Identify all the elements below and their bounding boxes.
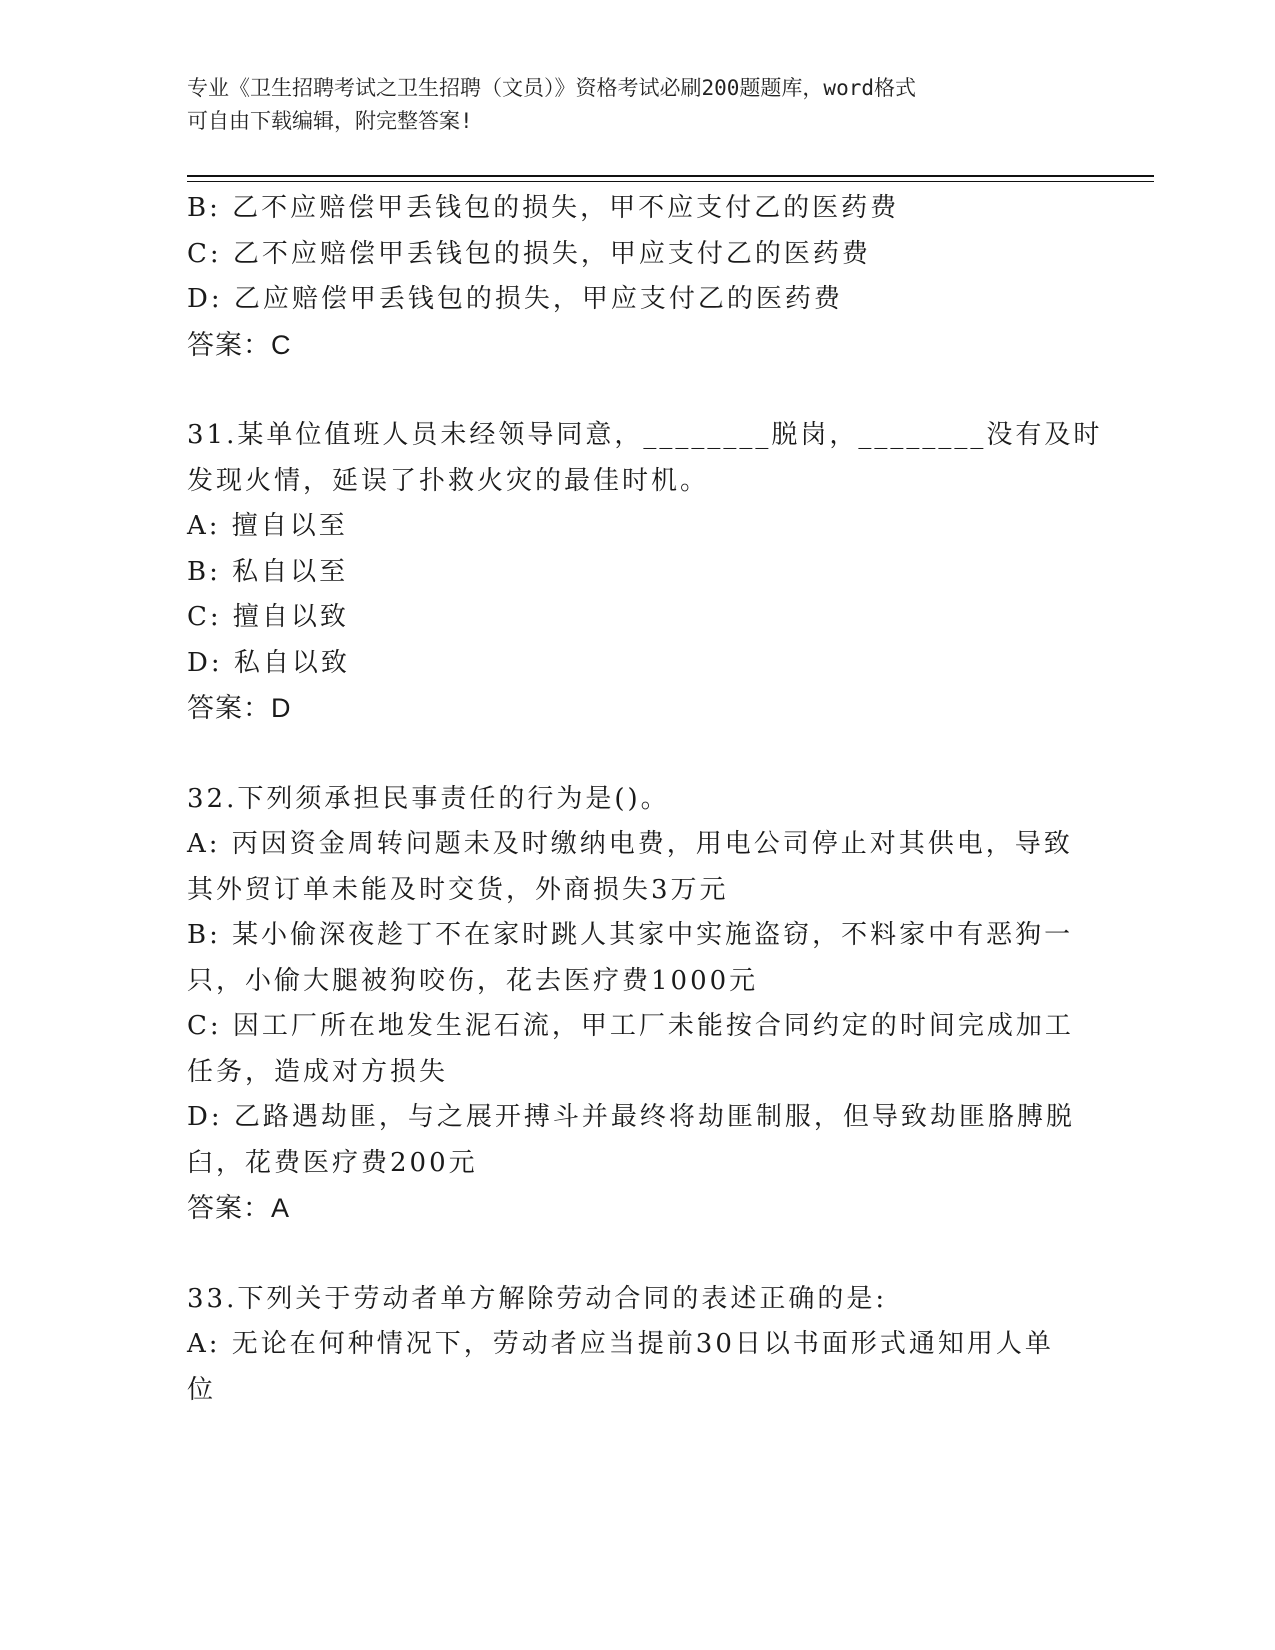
header-rule-thin bbox=[187, 181, 1154, 182]
header-line-1: 专业《卫生招聘考试之卫生招聘（文员）》资格考试必刷200题题库，word格式 bbox=[187, 76, 916, 100]
q32-option-c-line-2: 任务，造成对方损失 bbox=[187, 1056, 449, 1087]
q33-stem: 33.下列关于劳动者单方解除劳动合同的表述正确的是: bbox=[187, 1283, 888, 1314]
q30-answer: 答案：C bbox=[187, 329, 292, 360]
header-line-2: 可自由下载编辑，附完整答案! bbox=[187, 109, 473, 133]
header-rule-thick bbox=[187, 175, 1154, 177]
q31-option-b: B: 私自以至 bbox=[187, 556, 349, 587]
q33-option-a-line-1: A: 无论在何种情况下，劳动者应当提前30日以书面形式通知用人单 bbox=[187, 1329, 1054, 1359]
q32-option-b-line-1: B: 某小偷深夜趁丁不在家时跳人其家中实施盗窃，不料家中有恶狗一 bbox=[187, 920, 1074, 950]
q32-option-b-line-2: 只，小偷大腿被狗咬伤，花去医疗费1000元 bbox=[187, 965, 759, 996]
q31-option-c: C: 擅自以致 bbox=[187, 602, 349, 632]
q31-stem-line-2: 发现火情，延误了扑救火灾的最佳时机。 bbox=[187, 465, 710, 496]
q32-option-a-line-1: A: 丙因资金周转问题未及时缴纳电费，用电公司停止对其供电，导致 bbox=[187, 829, 1073, 859]
q31-answer: 答案：D bbox=[187, 693, 292, 723]
q32-option-d-line-2: 臼，花费医疗费200元 bbox=[187, 1147, 478, 1178]
question-32 bbox=[187, 777, 1087, 1232]
q32-option-a-line-2: 其外贸订单未能及时交货，外商损失3万元 bbox=[187, 874, 729, 905]
spacer bbox=[187, 732, 1087, 777]
q30-option-d: D: 乙应赔偿甲丢钱包的损失，甲应支付乙的医药费 bbox=[187, 284, 843, 314]
q32-answer: 答案：A bbox=[187, 1193, 291, 1223]
q32-option-c-line-1: C: 因工厂所在地发生泥石流，甲工厂未能按合同约定的时间完成加工 bbox=[187, 1011, 1074, 1041]
question-30-fragment bbox=[187, 186, 1087, 368]
q31-option-d: D: 私自以致 bbox=[187, 647, 350, 678]
q32-stem: 32.下列须承担民事责任的行为是()。 bbox=[187, 783, 670, 814]
spacer bbox=[187, 368, 1087, 413]
spacer bbox=[187, 1232, 1087, 1277]
document-header bbox=[187, 72, 1067, 138]
question-33 bbox=[187, 1277, 1087, 1414]
q31-option-a: A: 擅自以至 bbox=[187, 511, 348, 541]
q31-stem-line-1: 31.某单位值班人员未经领导同意，________脱岗，________没有及时 bbox=[187, 420, 1103, 450]
q30-option-b: B: 乙不应赔偿甲丢钱包的损失，甲不应支付乙的医药费 bbox=[187, 193, 900, 223]
question-content bbox=[187, 186, 1103, 1413]
q32-option-d-line-1: D: 乙路遇劫匪，与之展开搏斗并最终将劫匪制服，但导致劫匪胳膊脱 bbox=[187, 1102, 1075, 1132]
q30-option-c: C: 乙不应赔偿甲丢钱包的损失，甲应支付乙的医药费 bbox=[187, 238, 871, 269]
q33-option-a-line-2: 位 bbox=[187, 1374, 217, 1405]
question-31 bbox=[187, 413, 1103, 732]
